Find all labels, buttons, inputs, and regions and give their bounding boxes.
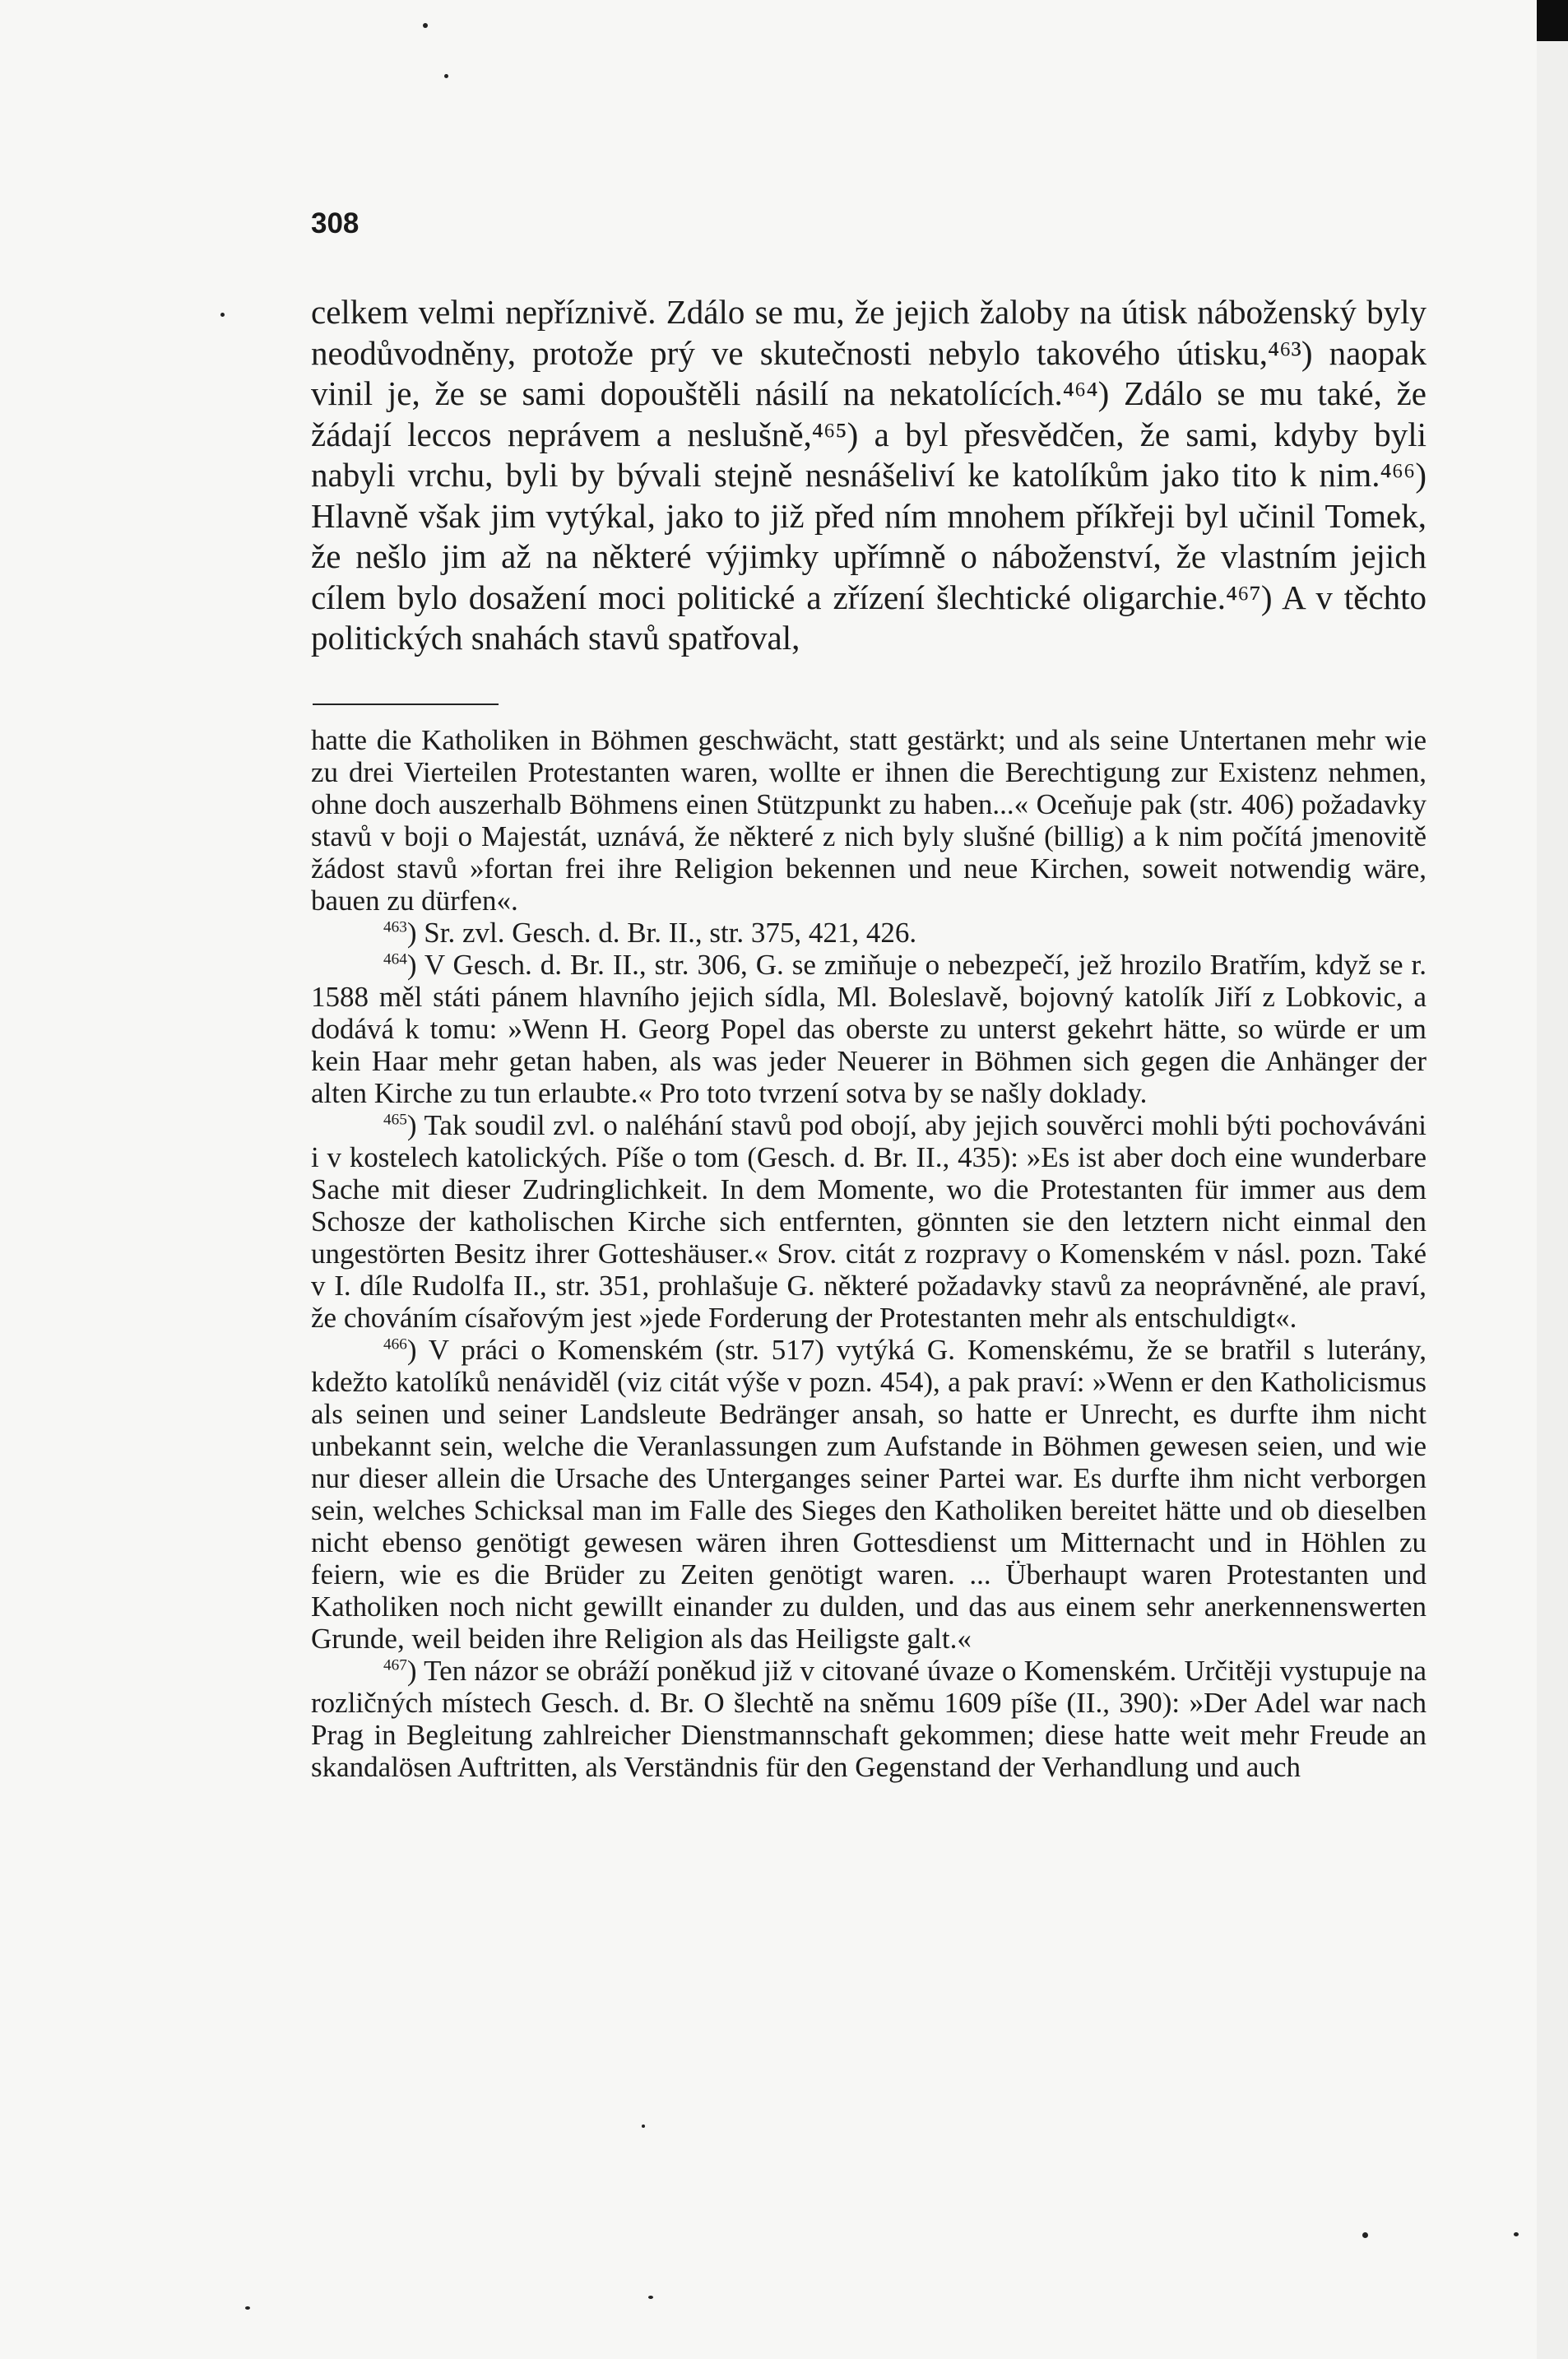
footnotes [311, 724, 1427, 1783]
footnote-463: $^{463}$) Sr. zvl. Gesch. d. Br. II., str. 375, 421, 426. [383, 917, 917, 949]
footnote-separator [313, 704, 499, 705]
scan-speck [245, 2306, 250, 2310]
scan-speck [648, 2296, 653, 2299]
scan-speck [220, 313, 225, 317]
main-paragraph: celkem velmi nepříznivě. Zdálo se mu, že jejich žaloby na útisk náboženský byly neodůvodněny, protože prý ve skutečnosti nebylo takového útisku,⁴⁶³) naopak vinil je, že se sami dopouštěli násilí na nekatolících.⁴⁶⁴) Zdálo se mu také, že žádají leccos neprávem a neslušně,⁴⁶⁵) a byl přesvědčen, že sami, kdyby byli nabyli vrchu, byli by bývali stejně nesnášeliví ke katolíkům jako tito k nim.⁴⁶⁶) Hlavně však jim vytýkal, jako to již před ním mnohem příkřeji byl učinil Tomek, že nešlo jim až na některé výjimky upřímně o náboženství, že vlastním jejich cílem bylo dosažení moci politické a zřízení šlechtické oligarchie.⁴⁶⁷) A v těchto politických snahách stavů spatřoval, [311, 293, 1427, 657]
scan-speck [423, 23, 428, 28]
page-number: 308 [311, 207, 360, 239]
footnote-number: 467 [383, 1656, 407, 1674]
footnote-number: 464 [383, 950, 407, 968]
footnote-464: $^{464}$) V Gesch. d. Br. II., str. 306, G. se zmiňuje o nebezpečí, jež hrozilo Bratřím, když se r. 1588 měl státi pánem hlavního jejich sídla, Ml. Boleslavě, bojovný katolík Jiří z Lobkovic, a dodává k tomu: »Wenn H. Georg Popel das oberste zu unterst gekehrt hätte, so würde er um kein Haar mehr getan haben, als was jeder Neuerer in Böhmen sich gegen die Anhänger der alten Kirche zu tun erlaubte.« Pro toto tvrzení sotva by se našly doklady. [311, 949, 1427, 1109]
footnote-text: Tak soudil zvl. o naléhání stavů pod obojí, aby jejich souvěrci mohli býti pochováváni i v kostelech katolických. Píše o tom (Gesch. d. Br. II., 435): »Es ist aber doch eine wunderbare Sache mit dieser Zudringlichkeit. In dem Momente, wo die Protestanten für immer aus dem Schosze der katholischen Kirche sich entfernten, gönnten sie den letztern nicht einmal den ungestörten Besitz ihrer Gotteshäuser.« Srov. citát z rozpravy o Komenském v násl. pozn. Také v I. díle Rudolfa II., str. 351, prohlašuje G. některé požadavky stavů za neoprávněné, ale praví, že chováním císařovým jest »jede Forderung der Protestanten mehr als entschuldigt«. [311, 1109, 1427, 1334]
footnote-text: V práci o Komenském (str. 517) vytýká G. Komenskému, že se bratřil s luterány, kdežto katolíků nenáviděl (viz citát výše v pozn. 454), a pak praví: »Wenn er den Katholicismus als seinen und seiner Landsleute Bedränger ansah, so hatte er Unrecht, es durfte ihm nicht unbekannt sein, welche die Veranlassungen zum Aufstande in Böhmen gewesen seien, und wie nur dieser allein die Ursache des Unterganges seiner Partei war. Es durfte ihm nicht verborgen sein, welches Schicksal man im Falle des Sieges den Katholiken bereitet hätte und ob dieselben nicht ebenso genötigt gewesen wären ihren Gottesdienst um Mitternacht und in Höhlen zu feiern, wie es die Brüder zu Zeiten genötigt waren. ... Überhaupt waren Protestanten und Katholiken noch nicht gewillt einander zu dulden, und das aus einem sehr anerkennenswerten Grunde, weil beiden ihre Religion als das Heiligste galt.« [311, 1334, 1427, 1655]
main-body-text [311, 292, 1427, 659]
scan-speck [1514, 2232, 1519, 2236]
footnote-text: Sr. zvl. Gesch. d. Br. II., str. 375, 421, 426. [424, 917, 917, 949]
footnote-number: 466 [383, 1335, 407, 1354]
scan-speck [642, 2124, 645, 2128]
footnote-465: $^{465}$) Tak soudil zvl. o naléhání stavů pod obojí, aby jejich souvěrci mohli býti pochováváni i v kostelech katolických. Píše o tom (Gesch. d. Br. II., 435): »Es ist aber doch eine wunderbare Sache mit dieser Zudringlichkeit. In dem Momente, wo die Protestanten für immer aus dem Schosze der katholischen Kirche sich entfernten, gönnten sie den letztern nicht einmal den ungestörten Besitz ihrer Gotteshäuser.« Srov. citát z rozpravy o Komenském v násl. pozn. Také v I. díle Rudolfa II., str. 351, prohlašuje G. některé požadavky stavů za neoprávněné, ale praví, že chováním císařovým jest »jede Forderung der Protestanten mehr als entschuldigt«. [311, 1109, 1427, 1334]
footnote-466: $^{466}$) V práci o Komenském (str. 517) vytýká G. Komenskému, že se bratřil s luterány, kdežto katolíků nenáviděl (viz citát výše v pozn. 454), a pak praví: »Wenn er den Katholicismus als seinen und seiner Landsleute Bedränger ansah, so hatte er Unrecht, es durfte ihm nicht unbekannt sein, welche die Veranlassungen zum Aufstande in Böhmen gewesen seien, und wie nur dieser allein die Ursache des Unterganges seiner Partei war. Es durfte ihm nicht verborgen sein, welches Schicksal man im Falle des Sieges den Katholiken bereitet hätte und ob dieselben nicht ebenso genötigt gewesen wären ihren Gottesdienst um Mitternacht und in Höhlen zu feiern, wie es die Brüder zu Zeiten genötigt waren. ... Überhaupt waren Protestanten und Katholiken noch nicht gewillt einander zu dulden, und das aus einem sehr anerkennenswerten Grunde, weil beiden ihre Religion als das Heiligste galt.« [311, 1334, 1427, 1655]
scan-speck [444, 74, 448, 78]
footnote-text: Ten názor se obráží poněkud již v citované úvaze o Komenském. Určitěji vystupuje na rozličných místech Gesch. d. Br. O šlechtě na sněmu 1609 píše (II., 390): »Der Adel war nach Prag in Begleitung zahlreicher Dienstmannschaft gekommen; diese hatte weit mehr Freude an skandalösen Auftritten, als Verständnis für den Gegenstand der Verhandlung und auch [311, 1655, 1427, 1783]
footnote-text: V Gesch. d. Br. II., str. 306, G. se zmiňuje o nebezpečí, jež hrozilo Bratřím, když se r. 1588 měl státi pánem hlavního jejich sídla, Ml. Boleslavě, bojovný katolík Jiří z Lobkovic, a dodává k tomu: »Wenn H. Georg Popel das oberste zu unterst gekehrt hätte, so würde er um kein Haar mehr getan haben, als was jeder Neuerer in Böhmen sich gegen die Anhänger der alten Kirche zu tun erlaubte.« Pro toto tvrzení sotva by se našly doklady. [311, 949, 1427, 1109]
footnote-number: 465 [383, 1111, 407, 1129]
footnote-continuation: hatte die Katholiken in Böhmen geschwächt, statt gestärkt; und als seine Untertanen mehr wie zu drei Vierteilen Protestanten waren, wollte er ihnen die Berechtigung zur Existenz nehmen, ohne doch auszerhalb Böhmens einen Stützpunkt zu haben...« Oceňuje pak (str. 406) požadavky stavů v boji o Majestát, uznává, že některé z nich byly slušné (billig) a k nim počítá jmenovitě žádost stavů »fortan frei ihre Religion bekennen und neue Kirchen, soweit notwendig wäre, bauen zu dürfen«. [311, 724, 1427, 917]
footnote-467: $^{467}$) Ten názor se obráží poněkud již v citované úvaze o Komenském. Určitěji vystupuje na rozličných místech Gesch. d. Br. O šlechtě na sněmu 1609 píše (II., 390): »Der Adel war nach Prag in Begleitung zahlreicher Dienstmannschaft gekommen; diese hatte weit mehr Freude an skandalösen Auftritten, als Verständnis für den Gegenstand der Verhandlung und auch [311, 1655, 1427, 1783]
footnote-number: 463 [383, 918, 407, 936]
scan-speck [1362, 2232, 1368, 2238]
adjacent-page-edge [1537, 41, 1568, 2359]
